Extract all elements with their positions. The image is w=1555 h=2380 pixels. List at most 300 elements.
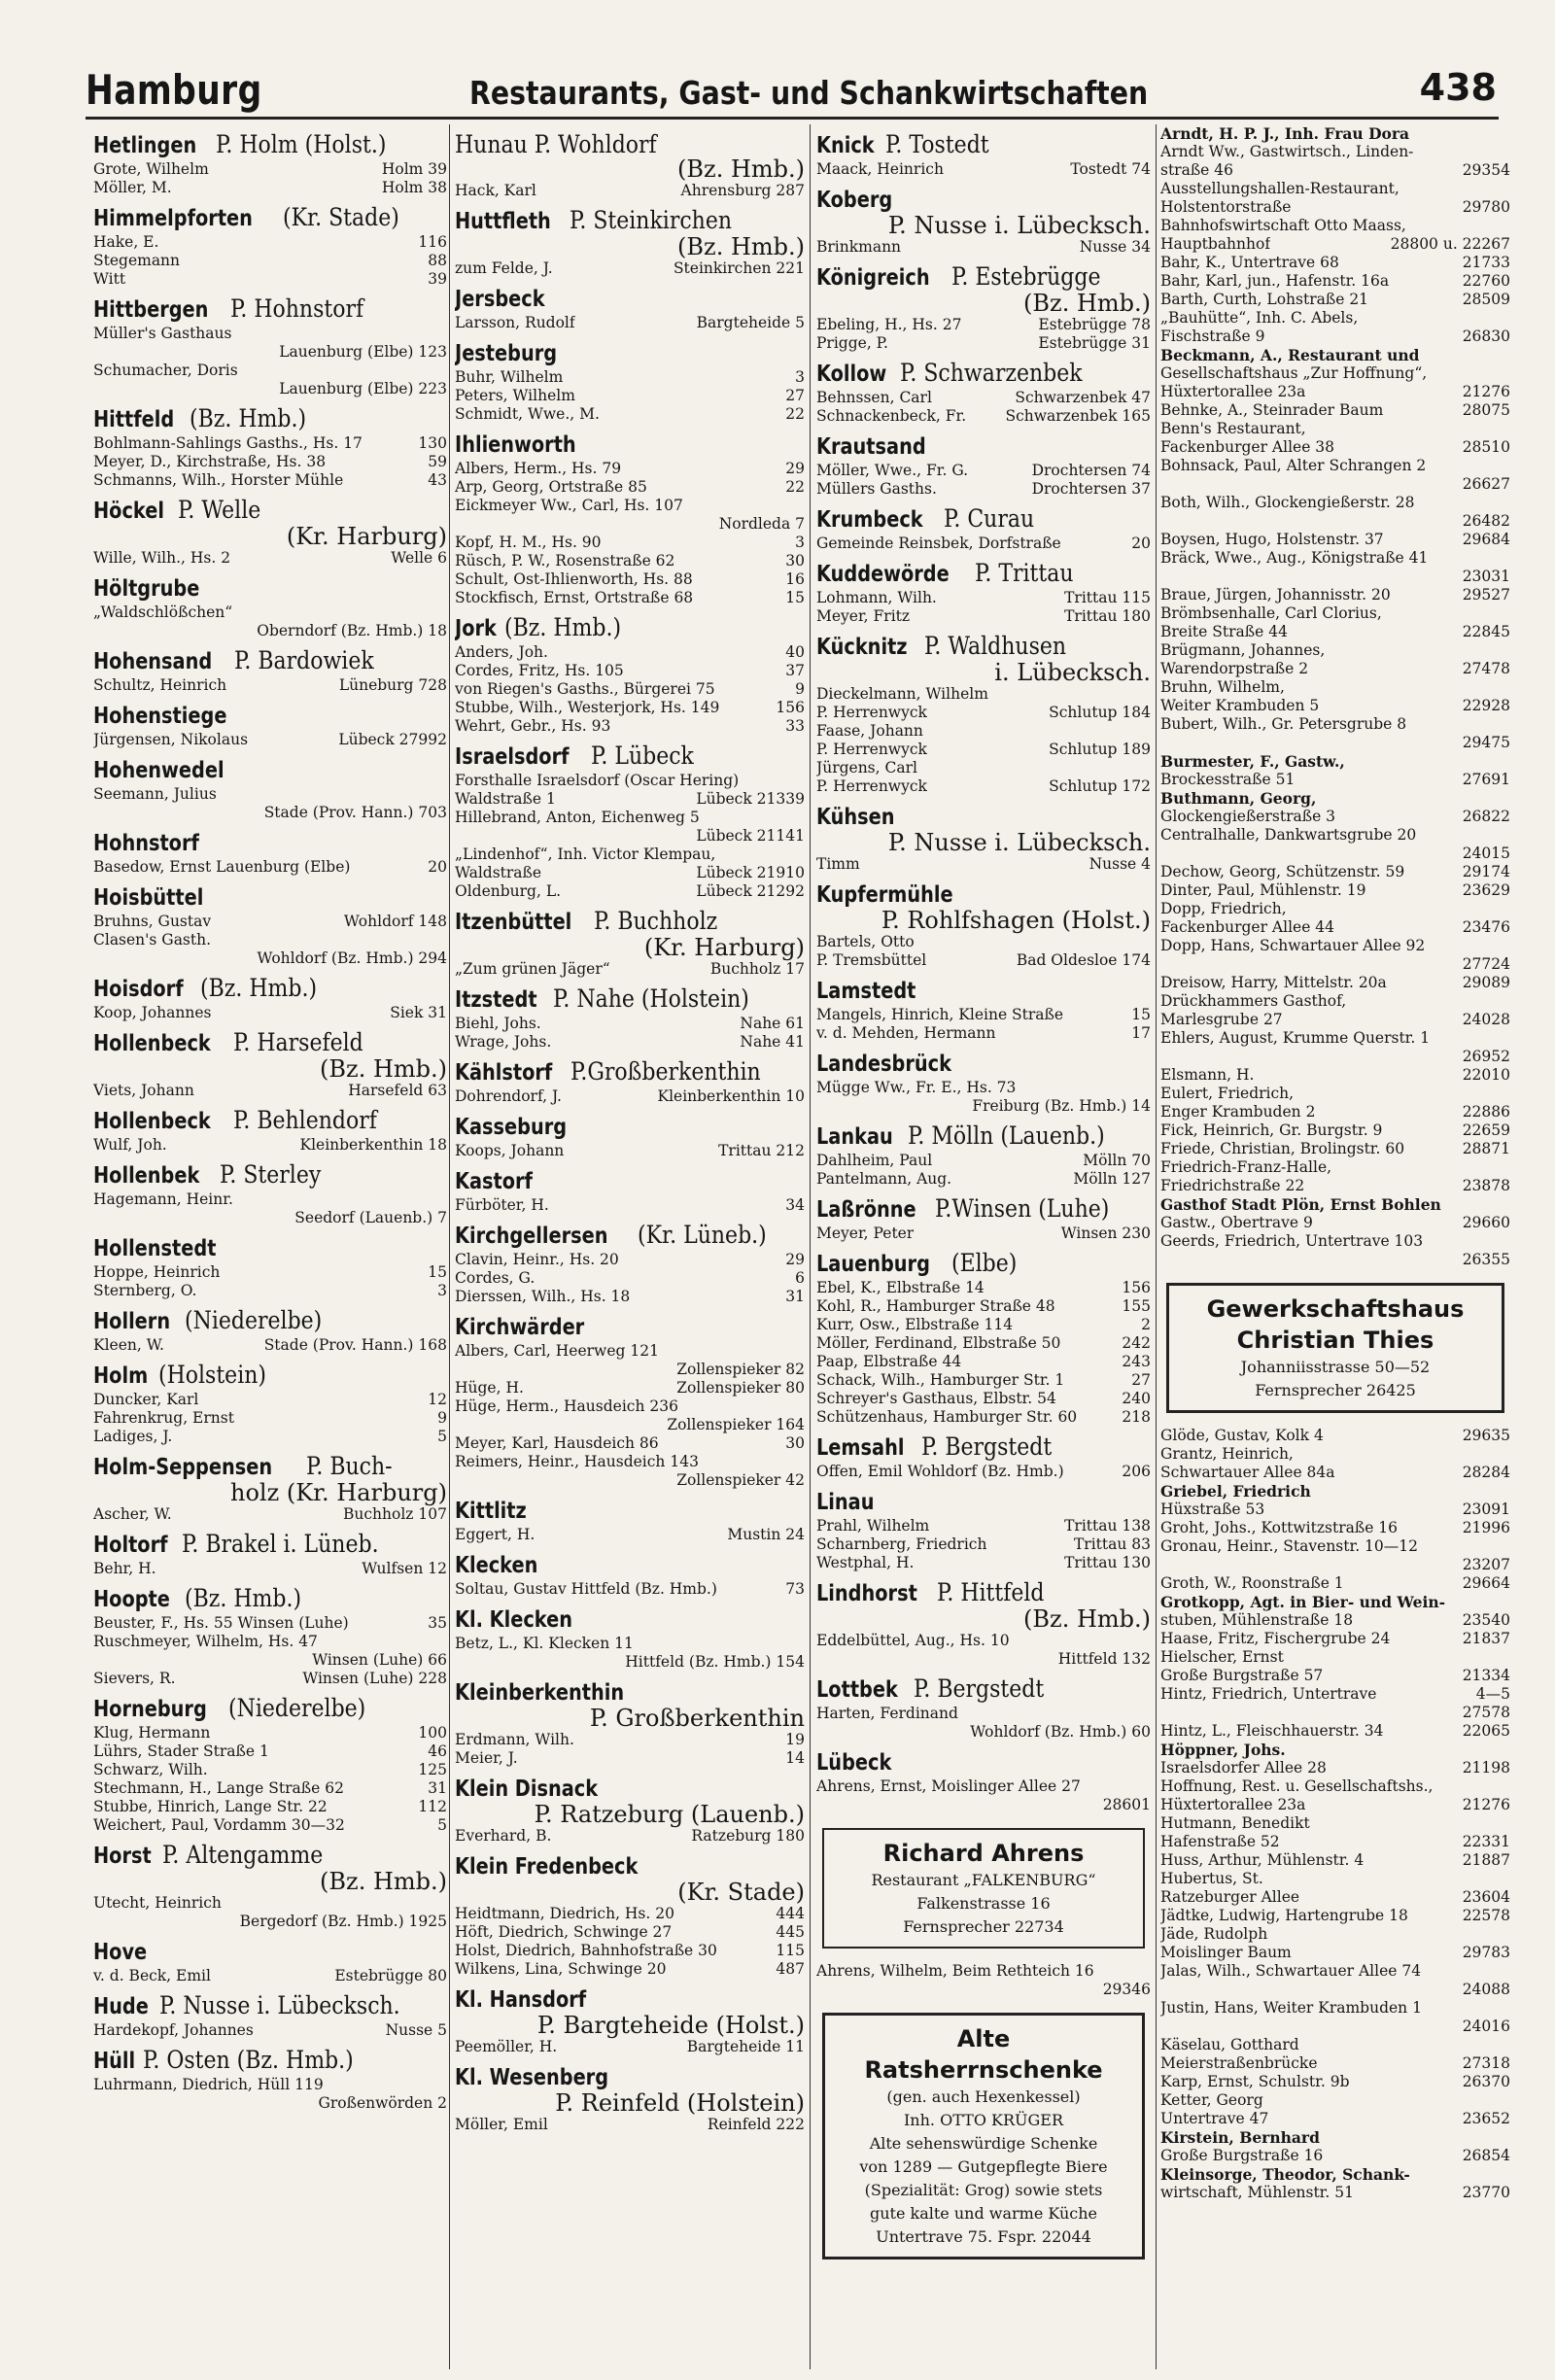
listing-entry (455, 570, 805, 589)
listing-entry (1160, 1519, 1510, 1537)
place-heading (816, 1487, 1151, 1517)
place-heading (93, 1694, 447, 1724)
place-heading (93, 1233, 447, 1263)
entry-phone (1504, 604, 1510, 623)
entry-phone: 26370 (1462, 2073, 1510, 2090)
entry-name: Boysen, Hugo, Holstenstr. 37 (1160, 531, 1384, 548)
listing-entry (816, 1353, 1151, 1371)
entry-name: Albers, Herm., Hs. 79 (455, 460, 622, 477)
place-name: Hollenbek (93, 1163, 200, 1189)
entry-phone: 21837 (1462, 1630, 1510, 1647)
listing-entry (1160, 715, 1510, 734)
listing-entry (455, 1526, 805, 1544)
listing-entry (816, 1517, 1151, 1535)
place-name: Landesbrück (816, 1052, 951, 1077)
listing-entry (93, 453, 447, 471)
ad-line: Johanniisstrasse 50—52 (1240, 1358, 1431, 1376)
entry-name: Marlesgrube 27 (1160, 1011, 1283, 1028)
listing-entry (816, 777, 1151, 796)
entry-name: Müller's Gasthaus (93, 325, 232, 342)
listing-entry (816, 741, 1151, 759)
entry-phone: 21887 (1462, 1851, 1510, 1869)
place-heading (816, 1432, 1151, 1463)
entry-phone: 22760 (1462, 272, 1510, 290)
entry-continuation: 26355 (1462, 1251, 1510, 1268)
entry-name: Gemeinde Reinsbek, Dorfstraße (816, 535, 1061, 552)
entry-name: Dopp, Hans, Schwartauer Allee 92 (1160, 937, 1426, 954)
entry-phone: 20 (1131, 535, 1151, 552)
ad-line: von 1289 — Gutgepflegte Biere (859, 2157, 1108, 2176)
listing-entry (1160, 1593, 1510, 1611)
entry-phone: 3 (437, 1282, 447, 1299)
entry-phone: Nahe 41 (740, 1033, 805, 1051)
entry-phone (1504, 678, 1510, 697)
listing-entry (93, 1742, 447, 1761)
entry-phone: 487 (776, 1960, 805, 1978)
place-subline: P. Reinfeld (Holstein) (555, 2089, 805, 2117)
entry-name: Ladiges, J. (93, 1428, 173, 1445)
ad-line: Restaurant „FALKENBURG“ (871, 1871, 1096, 1889)
entry-phone: Nahe 61 (740, 1015, 805, 1032)
entry-phone: 22578 (1462, 1907, 1510, 1924)
column-divider (1156, 124, 1157, 2369)
listing-entry (816, 535, 1151, 553)
column-2 (455, 124, 805, 2369)
entry-name: Dohrendorf, J. (455, 1087, 562, 1105)
entry-name: Utecht, Heinrich (93, 1894, 222, 1912)
place-name: Höckel (93, 499, 164, 524)
entry-phone: 21733 (1462, 254, 1510, 271)
listing-entry (93, 1560, 447, 1578)
place-name: Knick (816, 133, 875, 158)
listing-entry (816, 759, 1151, 777)
listing-entry (455, 864, 805, 882)
postal-info: (Kr. Lüneb.) (637, 1221, 767, 1249)
postal-info: P. Sterley (220, 1160, 322, 1189)
entry-phone: 22065 (1462, 1722, 1510, 1740)
entry-phone: 22886 (1462, 1103, 1510, 1121)
place-subline: holz (Kr. Harburg) (230, 1479, 447, 1506)
listing-entry (93, 913, 447, 931)
entry-name: Hintz, L., Fleischhauerstr. 34 (1160, 1722, 1384, 1740)
entry-phone: 30 (785, 552, 805, 569)
entry-phone (1504, 1085, 1510, 1103)
entry-name: Jädtke, Ludwig, Hartengrube 18 (1160, 1907, 1408, 1924)
listing-entry (816, 855, 1151, 874)
page-number: 438 (1419, 66, 1497, 109)
entry-phone: 125 (418, 1761, 447, 1778)
place-name: Hoisdorf (93, 977, 184, 1002)
listing-entry (1160, 235, 1510, 254)
entry-continuation: Hittfeld (Bz. Hmb.) 154 (625, 1653, 805, 1671)
listing-entry (1160, 808, 1510, 826)
column-divider (810, 124, 811, 2369)
entry-name: Arndt Ww., Gastwirtsch., Linden- (1160, 143, 1414, 160)
entry-name: Große Burgstraße 16 (1160, 2147, 1324, 2164)
listing-entry (1160, 1121, 1510, 1140)
entry-continuation: Winsen (Luhe) 66 (312, 1651, 447, 1669)
entry-phone (1504, 2128, 1510, 2147)
listing-entry (1160, 1925, 1510, 1944)
entry-phone: 130 (418, 434, 447, 452)
entry-name: Weichert, Paul, Vordamm 30—32 (93, 1816, 345, 1834)
place-name: Itzstedt (455, 987, 537, 1013)
place-heading (455, 1677, 805, 1707)
place-name: Lankau (816, 1124, 893, 1150)
entry-name: Ruschmeyer, Wilhelm, Hs. 47 (93, 1633, 318, 1650)
listing-entry (455, 1580, 805, 1599)
entry-phone: Schlutup 189 (1049, 741, 1151, 758)
entry-phone (1504, 1029, 1510, 1048)
listing-entry (455, 845, 805, 864)
entry-name: Dreisow, Harry, Mittelstr. 20a (1160, 974, 1387, 991)
entry-phone: 27691 (1462, 771, 1510, 788)
listing-entry (1160, 1611, 1510, 1630)
place-heading (93, 496, 447, 526)
entry-name: Meyer, Karl, Hausdeich 86 (455, 1434, 659, 1452)
listing-entry (455, 460, 805, 478)
entry-name: Grotkopp, Agt. in Bier- und Wein- (1160, 1593, 1446, 1611)
place-heading (816, 1049, 1151, 1079)
place-name: Jersbeck (455, 287, 545, 312)
entry-name: „Zum grünen Jäger“ (455, 960, 610, 978)
entry-name: Friedrich-Franz-Halle, (1160, 1158, 1332, 1176)
entry-phone: 21276 (1462, 383, 1510, 400)
entry-phone (1504, 1537, 1510, 1556)
entry-phone: Nusse 5 (385, 2021, 447, 2039)
entry-name: Jäde, Rudolph (1160, 1925, 1268, 1943)
place-name: Lamstedt (816, 979, 916, 1004)
entry-name: Grantz, Heinrich, (1160, 1445, 1294, 1463)
entry-phone (1145, 759, 1151, 777)
place-heading (93, 755, 447, 785)
entry-phone: Lübeck 21910 (696, 864, 805, 881)
entry-continuation: Wohldorf (Bz. Hmb.) 60 (970, 1723, 1151, 1741)
postal-info: P. Harsefeld (232, 1028, 363, 1056)
entry-name: Glockengießerstraße 3 (1160, 808, 1336, 825)
entry-phone: Harsefeld 63 (348, 1082, 447, 1099)
entry-phone: 28075 (1462, 401, 1510, 419)
entry-phone (1504, 364, 1510, 383)
place-heading (93, 1028, 447, 1058)
place-subline: P. Nusse i. Lübecksch. (887, 829, 1151, 856)
entry-phone: 444 (776, 1905, 805, 1922)
entry-name: Schwarz, Wilh. (93, 1761, 208, 1778)
entry-name: Bahr, Karl, jun., Hafenstr. 16a (1160, 272, 1390, 290)
listing-entry (816, 607, 1151, 626)
listing-entry (1160, 1140, 1510, 1158)
place-name: Kirchwärder (455, 1315, 585, 1340)
entry-phone: 22 (785, 405, 805, 423)
entry-name: Wulf, Joh. (93, 1136, 167, 1154)
listing-entry (455, 387, 805, 405)
place-heading (455, 907, 805, 937)
place-name: Hohenwedel (93, 758, 225, 783)
entry-phone (1504, 1741, 1510, 1759)
listing-entry (1160, 974, 1510, 992)
place-name: Laßrönne (816, 1197, 916, 1223)
column-4 (1160, 124, 1510, 2369)
entry-phone (799, 809, 805, 827)
listing-entry (1160, 992, 1510, 1011)
place-heading (93, 130, 447, 160)
listing-entry (816, 1079, 1151, 1097)
listing-entry (1160, 1907, 1510, 1925)
place-heading (93, 2046, 447, 2076)
entry-phone: Welle 6 (391, 549, 447, 567)
entry-phone: 21996 (1462, 1519, 1510, 1536)
listing-entry (455, 552, 805, 570)
place-heading (455, 1774, 805, 1804)
entry-name: Kurr, Osw., Elbstraße 114 (816, 1316, 1014, 1333)
listing-entry (455, 809, 805, 827)
listing-entry (816, 1371, 1151, 1390)
listing-entry (816, 1777, 1151, 1796)
postal-info: (Bz. Hmb.) (184, 1584, 301, 1612)
entry-name: Everhard, B. (455, 1827, 552, 1845)
ad-line: Falkenstrasse 16 (916, 1894, 1051, 1913)
place-name: Kupfermühle (816, 882, 953, 908)
entry-phone (799, 772, 805, 790)
listing-entry (1160, 752, 1510, 771)
place-heading (816, 1249, 1151, 1279)
entry-name: Elsmann, H. (1160, 1066, 1255, 1084)
entry-name: Fischstraße 9 (1160, 328, 1265, 345)
listing-entry (93, 604, 447, 622)
listing-entry (816, 334, 1151, 353)
listing-entry (93, 1798, 447, 1816)
postal-info: P. Buchholz (594, 907, 718, 935)
listing-entry (93, 1082, 447, 1100)
listing-entry (1160, 124, 1510, 143)
listing-entry (455, 1379, 805, 1397)
listing-entry (1160, 217, 1510, 235)
listing-entry (1160, 1214, 1510, 1232)
place-heading (93, 294, 447, 325)
entry-name: stuben, Mühlenstraße 18 (1160, 1611, 1354, 1629)
entry-phone: Ahrensburg 287 (680, 182, 805, 199)
entry-name: Soltau, Gustav Hittfeld (Bz. Hmb.) (455, 1580, 717, 1598)
entry-phone (1504, 124, 1510, 143)
place-subline: (Bz. Hmb.) (320, 1868, 447, 1895)
entry-phone: 12 (428, 1391, 447, 1408)
entry-phone: 22845 (1462, 623, 1510, 640)
entry-name: Basedow, Ernst Lauenburg (Elbe) (93, 858, 351, 876)
entry-phone: 26822 (1462, 808, 1510, 825)
entry-name: Burmester, F., Gastw., (1160, 752, 1345, 771)
entry-phone (1504, 1232, 1510, 1251)
postal-info: P. Schwarzenbek (900, 359, 1083, 387)
entry-phone: Mölln 127 (1073, 1170, 1151, 1188)
entry-name: Schützenhaus, Hamburger Str. 60 (816, 1408, 1078, 1426)
entry-name: Buhr, Wilhelm (455, 368, 564, 386)
listing-entry (455, 643, 805, 662)
entry-name: Holstentorstraße (1160, 198, 1292, 216)
listing-entry (1160, 1464, 1510, 1482)
listing-entry (93, 2021, 447, 2040)
entry-name: v. d. Beck, Emil (93, 1967, 211, 1984)
listing-entry (455, 1731, 805, 1749)
place-heading (93, 1584, 447, 1614)
listing-entry (1160, 2091, 1510, 2110)
postal-info: (Kr. Stade) (283, 203, 399, 231)
entry-name: Mangels, Hinrich, Kleine Straße (816, 1006, 1064, 1023)
entry-name: Clasen's Gasth. (93, 931, 212, 949)
entry-name: Möller, Emil (455, 2116, 548, 2133)
listing-entry (816, 1390, 1151, 1408)
entry-name: Stechmann, H., Lange Straße 62 (93, 1779, 344, 1797)
entry-name: Faase, Johann (816, 722, 923, 740)
entry-name: Hardekopf, Johannes (93, 2021, 254, 2039)
entry-phone: 22331 (1462, 1833, 1510, 1850)
place-heading (816, 1578, 1151, 1608)
entry-name: Behnssen, Carl (816, 389, 932, 406)
entry-phone (1504, 1870, 1510, 1888)
entry-phone: 240 (1122, 1390, 1151, 1407)
listing-entry (816, 589, 1151, 607)
entry-phone: 23652 (1462, 2110, 1510, 2127)
entry-name: Haase, Fritz, Fischergrube 24 (1160, 1630, 1391, 1647)
listing-entry (1160, 2184, 1510, 2202)
listing-entry (1160, 1445, 1510, 1464)
listing-entry (1160, 309, 1510, 328)
entry-phone: 5 (437, 1816, 447, 1834)
entry-name: Scharnberg, Friedrich (816, 1535, 987, 1553)
entry-phone: 26830 (1462, 328, 1510, 345)
listing-entry (1160, 771, 1510, 789)
listing-entry (1160, 143, 1510, 161)
entry-name: Behr, H. (93, 1560, 156, 1577)
place-name: Kleinberkenthin (455, 1680, 625, 1706)
entry-phone (1504, 715, 1510, 734)
listing-entry (93, 1779, 447, 1798)
entry-name: Waldstraße 1 (455, 790, 556, 808)
entry-phone: 23604 (1462, 1888, 1510, 1906)
entry-phone (1145, 1962, 1151, 1981)
entry-name: Große Burgstraße 57 (1160, 1667, 1324, 1684)
listing-entry (1160, 641, 1510, 660)
entry-name: Westphal, H. (816, 1554, 915, 1571)
place-name: Höltgrube (93, 576, 200, 602)
entry-name: Schmanns, Wilh., Horster Mühle (93, 471, 344, 489)
listing-entry (455, 534, 805, 552)
entry-phone: 29 (785, 460, 805, 477)
entry-name: Arp, Georg, Ortstraße 85 (455, 478, 647, 496)
listing-entry (1160, 1667, 1510, 1685)
ad-line: Alte sehenswürdige Schenke (869, 2134, 1098, 2153)
entry-phone: 15 (1131, 1006, 1151, 1023)
entry-name: Bartels, Otto (816, 933, 915, 950)
postal-info: P. Osten (Bz. Hmb.) (143, 2046, 355, 2074)
listing-entry (816, 1297, 1151, 1316)
entry-name: Mügge Ww., Fr. E., Hs. 73 (816, 1079, 1017, 1096)
entry-phone: Wohldorf 148 (343, 913, 447, 930)
entry-phone (1504, 180, 1510, 198)
entry-phone: Schwarzenbek 47 (1015, 389, 1151, 406)
listing-entry (1160, 1066, 1510, 1085)
ad-title: Christian Thies (1236, 1327, 1434, 1354)
postal-info: (Bz. Hmb.) (504, 613, 622, 641)
listing-entry (816, 407, 1151, 426)
entry-phone (441, 604, 447, 622)
place-subline: (Bz. Hmb.) (677, 233, 805, 260)
place-name: Klein Fredenbeck (455, 1854, 639, 1880)
listing-entry (1160, 1232, 1510, 1251)
listing-entry (455, 314, 805, 332)
entry-name: Fackenburger Allee 38 (1160, 438, 1335, 456)
entry-phone: 31 (428, 1779, 447, 1797)
entry-phone: 59 (428, 453, 447, 470)
listing-entry (816, 1279, 1151, 1297)
place-heading (816, 1121, 1151, 1152)
listing-entry (1160, 1944, 1510, 1962)
entry-name: Pantelmann, Aug. (816, 1170, 952, 1188)
listing-entry (1160, 2036, 1510, 2054)
entry-name: Hutmann, Benedikt (1160, 1814, 1310, 1832)
listing-entry (1160, 697, 1510, 715)
place-name: Hetlingen (93, 133, 197, 158)
listing-entry (816, 1024, 1151, 1043)
entry-continuation: Hittfeld 132 (1057, 1650, 1151, 1668)
listing-entry (1160, 1741, 1510, 1759)
listing-entry (1160, 420, 1510, 438)
entry-name: Prigge, P. (816, 334, 888, 352)
place-name: Hoisbüttel (93, 885, 204, 911)
ad-line: gute kalte und warme Küche (869, 2204, 1098, 2223)
listing-entry (816, 1535, 1151, 1554)
entry-name: Betz, L., Kl. Klecken 11 (455, 1635, 634, 1652)
entry-phone: Buchholz 17 (709, 960, 805, 978)
entry-name: Bubert, Wilh., Gr. Petersgrube 8 (1160, 715, 1407, 733)
entry-name: Dinter, Paul, Mühlenstr. 19 (1160, 881, 1366, 899)
listing-entry (1160, 623, 1510, 641)
entry-phone: 23476 (1462, 918, 1510, 936)
entry-name: Kopf, H. M., Hs. 90 (455, 534, 602, 551)
place-name: Kittlitz (455, 1499, 527, 1524)
entry-name: Eddelbüttel, Aug., Hs. 10 (816, 1632, 1010, 1649)
entry-phone: 29783 (1462, 1944, 1510, 1961)
entry-phone: 22659 (1462, 1121, 1510, 1139)
entry-name: Dopp, Friedrich, (1160, 900, 1287, 917)
place-name: Holm (93, 1363, 149, 1389)
place-subline: (Bz. Hmb.) (1023, 1605, 1151, 1633)
entry-phone: 22928 (1462, 697, 1510, 714)
advertisement-box (1166, 1283, 1504, 1413)
entry-continuation: 26627 (1462, 475, 1510, 493)
entry-phone (1145, 1079, 1151, 1097)
entry-phone: Reinfeld 222 (707, 2116, 805, 2133)
place-name: Lübeck (816, 1750, 892, 1776)
listing-entry (455, 1960, 805, 1979)
place-name: Kl. Wesenberg (455, 2065, 609, 2090)
entry-phone: 29174 (1462, 863, 1510, 880)
listing-entry (1160, 1722, 1510, 1741)
postal-info: (Bz. Hmb.) (200, 974, 318, 1002)
entry-continuation: 24088 (1462, 1981, 1510, 1998)
listing-entry (816, 1224, 1151, 1243)
entry-name: Bruhns, Gustav (93, 913, 212, 930)
place-heading (455, 742, 805, 772)
entry-name: Beckmann, A., Restaurant und (1160, 346, 1420, 364)
entry-phone: 2 (1141, 1316, 1151, 1333)
entry-name: Centralhalle, Dankwartsgrube 20 (1160, 826, 1417, 844)
entry-name: v. d. Mehden, Hermann (816, 1024, 996, 1042)
entry-phone (1504, 1482, 1510, 1500)
entry-phone: 156 (776, 699, 805, 716)
place-heading (455, 1851, 805, 1881)
entry-phone (1504, 2091, 1510, 2110)
entry-name: Hüge, H. (455, 1379, 524, 1397)
